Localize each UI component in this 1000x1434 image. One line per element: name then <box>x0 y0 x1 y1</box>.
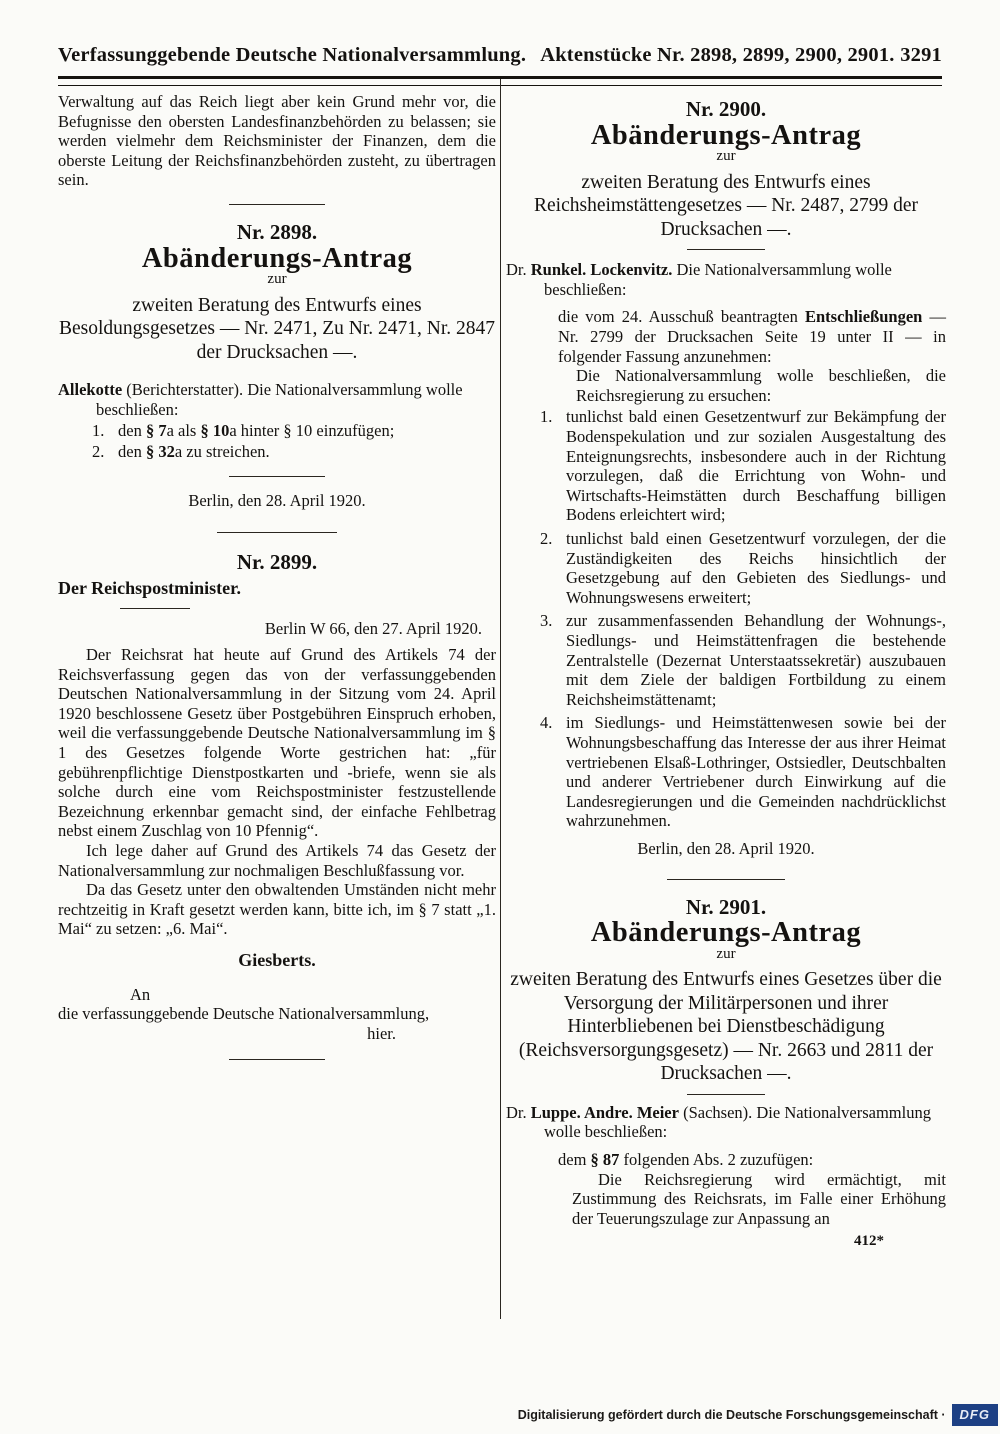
section-2901 <box>506 894 946 1252</box>
body-paragraph: Der Reichsrat hat heute auf Grund des Artikels 74 der Reichsverfassung gegen das von der verfassunggebenden Deutschen Nationalversammlung in der Sitzung vom 24. April 1920 beschlossene Gesetz über Postgebühren Einspruch erhoben, weil die verfassunggebende Deutsche Nationalversammlung im § 1 des Gesetzes folgende Worte gestrichen hat: „für gebührenpflichtige Dienstpostkarten und -briefe, wenn sie als solche durch eine vom Reichspostminister festzustellende Bezeichnung erkennbar gemacht sind, der einfache Fehlbetrag nebst einem Zuschlag von 10 Pfennig“. <box>58 645 496 841</box>
section-subtitle: zweiten Beratung des Entwurfs eines Besoldungsgesetzes — Nr. 2471, Zu Nr. 2471, Nr. 2847 der Drucksachen —. <box>58 294 495 363</box>
right-column <box>506 92 946 1252</box>
section-divider <box>229 1059 325 1060</box>
dateline: Berlin W 66, den 27. April 1920. <box>264 619 482 639</box>
body-paragraph: Ich lege daher auf Grund des Artikels 74 das Gesetz der Nationalversammlung zur nochmaligen Beschlußfassung vor. <box>58 840 496 880</box>
assembly-title: Verfassunggebende Deutsche Nationalversammlung. <box>58 44 527 66</box>
list-item-number: 4. <box>540 713 553 733</box>
list-item-text: zur zusammenfassenden Behandlung der Wohnungs-, Siedlungs- und Heimstättenfragen die bestehende Zentralstelle (Dezernat Unterstaatssekretär) auszubauen mit dem Ziele der baldigen Fortbildung zu einem Reichsheimstättenamt; <box>566 611 946 709</box>
column-divider-rule <box>500 79 501 1319</box>
dfg-logo: DFG <box>952 1404 998 1426</box>
carryover-paragraph: Verwaltung auf das Reich liegt aber kein Grund mehr vor, die Befugnisse den obersten Landesfinanzbehörden zu belassen; sie werden vielmehr dem Reichsminister der Finanzen, dem die oberste Leitung der Reichsfinanzbehörden zusteht, zu übertragen sein. <box>58 92 496 190</box>
section-divider <box>229 204 325 205</box>
section-divider <box>687 1094 765 1095</box>
section-subtitle: zweiten Beratung des Entwurfs eines Gesetzes über die Versorgung der Militärpersonen und ihrer Hinterbliebenen bei Dienstbeschädigung (Reichsversorgungsgesetz) — Nr. 2663 und 2811 der Drucksachen —. <box>510 969 942 1085</box>
list-item <box>540 713 946 831</box>
running-head <box>58 44 942 67</box>
list-item-text: tunlichst bald einen Gesetzentwurf zur Bekämpfung der Bodenspekulation und zur sozialen Ausgestaltung des Enteignungsrechts, insbesondere auch in der Richtung vorzulegen, daß die Errichtung von Wohn- und Wirtschafts-Heimstätten durch Beschaffung billigen Bodens erleichtert wird; <box>566 407 946 525</box>
page-number: 3291 <box>900 44 942 66</box>
section-2899 <box>58 550 496 1060</box>
digitization-footer <box>0 1402 1000 1428</box>
section-title: Abänderungs-Antrag <box>590 119 862 151</box>
dateline: Berlin, den 28. April 1920. <box>188 490 366 510</box>
list-item-text: im Siedlungs- und Heimstättenwesen sowie bei der Wohnungsbeschaffung das Interesse der aus ihrer Heimat vertriebenen Elsaß-Lothringer, Ostsiedler, Deutschbalten und anderer Vertriebener durch Einwirkung auf die Landesregierungen und die Gemeinden nachdrücklichst wahrzunehmen. <box>566 713 946 831</box>
section-subtitle: zweiten Beratung des Entwurfs eines Reichsheimstättengesetzes — Nr. 2487, 2799 der Drucksachen —. <box>534 171 918 240</box>
movers-line: Dr. Runkel. Lockenvitz. Die Nationalversammlung wolle beschließen: <box>506 260 892 299</box>
address-hier: hier. <box>367 1023 396 1043</box>
motion-text: die vom 24. Ausschuß beantragten Entschließungen — Nr. 2799 der Drucksachen Seite 19 unter II — in folgender Fassung anzunehmen: <box>558 307 947 366</box>
sheet-signature: 412* <box>854 1233 884 1250</box>
list-item-number: 1. <box>540 407 553 427</box>
section-title: Abänderungs-Antrag <box>141 242 413 274</box>
list-item-number: 2. <box>92 442 105 462</box>
list-item <box>92 421 496 441</box>
signature: Giesberts. <box>238 949 316 970</box>
digitization-credit: Digitalisierung gefördert durch die Deutsche Forschungsgemeinschaft · <box>517 1408 946 1422</box>
resolution-intro: Die Nationalversammlung wolle beschließen, die Reichsregierung zu ersuchen: <box>576 366 946 405</box>
address-line: die verfassunggebende Deutsche Nationalversammlung, <box>58 1004 430 1024</box>
list-item <box>540 611 946 709</box>
section-divider <box>217 532 337 533</box>
list-item-text: den § 32a zu streichen. <box>118 442 270 462</box>
signature-rule <box>120 608 190 609</box>
movers-line: Dr. Luppe. Andre. Meier (Sachsen). Die Nationalversammlung wolle beschließen: <box>506 1102 931 1142</box>
left-column <box>58 92 496 1074</box>
list-item <box>92 442 496 462</box>
section-number: Nr. 2898. <box>236 219 318 244</box>
section-divider <box>229 476 325 477</box>
body-paragraph: Da das Gesetz unter den obwaltenden Umständen nicht mehr rechtzeitig in Kraft gesetzt werden kann, bitte ich, im § 7 statt „1. Mai“ zu setzen: „6. Mai“. <box>58 880 496 939</box>
list-item-number: 3. <box>540 611 553 631</box>
resolution-list <box>540 407 946 830</box>
list-item-number: 2. <box>540 529 553 548</box>
section-zur: zur <box>716 945 736 962</box>
section-number: Nr. 2900. <box>685 97 767 121</box>
list-item-text: tunlichst bald einen Gesetzentwurf vorzulegen, der die Zuständigkeiten des Reichs hinsichtlich der Gesetzgebung auf den Gebieten des Siedlungs- und Wohnungswesens erweitert; <box>566 529 946 607</box>
section-2900 <box>506 97 947 880</box>
section-number: Nr. 2899. <box>236 550 318 575</box>
list-item <box>540 529 946 607</box>
section-number: Nr. 2901. <box>685 894 767 919</box>
sender-line: Der Reichspostminister. <box>58 577 241 598</box>
list-item-text: den § 7a als § 10a hinter § 10 einzufügen; <box>118 421 395 441</box>
amendment-list <box>92 421 496 461</box>
section-divider <box>687 249 765 250</box>
rapporteur-line: Allekotte (Berichterstatter). Die Nationalversammlung wolle beschließen: <box>58 380 463 419</box>
document-numbers: Aktenstücke Nr. 2898, 2899, 2900, 2901. <box>540 44 895 66</box>
section-divider <box>667 879 785 880</box>
section-2898 <box>58 219 496 533</box>
section-zur: zur <box>716 148 736 165</box>
list-item-number: 1. <box>92 421 105 441</box>
quoted-provision: Die Reichsregierung wird ermächtigt, mit Zustimmung des Reichsrats, im Falle einer Erhöhung der Teuerungszulage zur Anpassung an <box>572 1169 946 1228</box>
motion-text: dem § 87 folgenden Abs. 2 zuzufügen: <box>558 1149 814 1169</box>
dateline: Berlin, den 28. April 1920. <box>637 838 815 858</box>
address-an: An <box>130 984 151 1004</box>
section-title: Abänderungs-Antrag <box>590 917 862 949</box>
section-zur: zur <box>267 271 287 288</box>
list-item <box>540 407 946 525</box>
